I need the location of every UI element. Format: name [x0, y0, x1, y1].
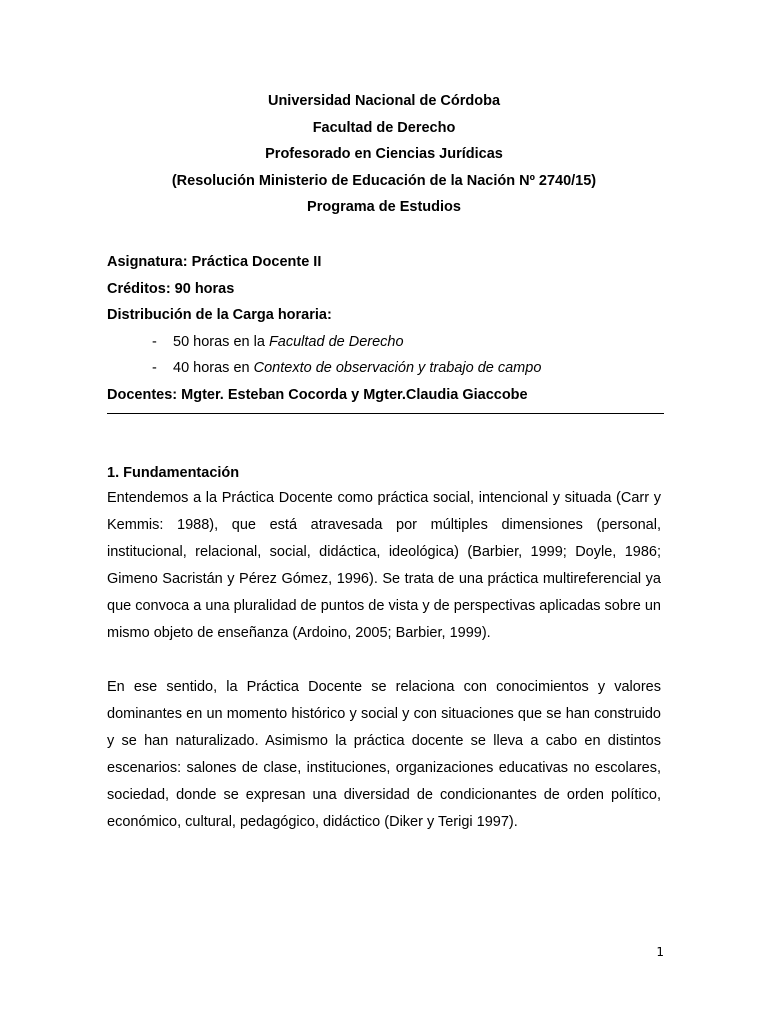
workload-hours: 50 horas en la	[173, 333, 269, 350]
teachers-line: Docentes: Mgter. Esteban Cocorda y Mgter.Claudia Giaccobe	[107, 386, 528, 403]
document-header	[0, 91, 768, 224]
credits-line: Créditos: 90 horas	[107, 280, 235, 297]
workload-item	[107, 358, 667, 385]
resolution-line: (Resolución Ministerio de Educación de la Nación Nº 2740/15)	[171, 172, 597, 189]
body-paragraph: Entendemos a la Práctica Docente como práctica social, intencional y situada (Carr y Kemmis: 1988), que está atravesada por múltiples dimensiones (personal, institucional, relacional, social, didáctica, ideológica) (Barbier, 1999; Doyle, 1986; Gimeno Sacristán y Pérez Gómez, 1996). Se trata de una práctica multireferencial ya que convoca a una pluralidad de puntos de vista y de perspectivas aplicadas sobre un mismo objeto de enseñanza (Ardoino, 2005; Barbier, 1999).	[107, 490, 661, 641]
program-name: Profesorado en Ciencias Jurídicas	[265, 146, 503, 162]
section-title: 1. Fundamentación	[107, 465, 240, 481]
horizontal-divider	[107, 413, 664, 414]
workload-title: Distribución de la Carga horaria:	[107, 307, 332, 323]
workload-place: Facultad de Derecho	[268, 333, 404, 350]
body-paragraph: En ese sentido, la Práctica Docente se relaciona con conocimientos y valores dominantes en un momento histórico y social y con situaciones que se han construido y se han naturalizado. Asimismo la práctica docente se lleva a cabo en distintos escenarios: salones de clase, instituciones, organizaciones educativas no escolares, sociedad, donde se expresan una diversidad de condicionantes de orden político, económico, cultural, pedagógico, didáctico (Diker y Terigi 1997).	[107, 679, 661, 830]
document-title: Programa de Estudios	[307, 199, 461, 215]
workload-place: Contexto de observación y trabajo de campo	[253, 360, 542, 376]
workload-hours: 40 horas en	[173, 360, 254, 376]
list-dash: -	[152, 360, 157, 376]
workload-item	[107, 332, 667, 359]
faculty-name: Facultad de Derecho	[312, 119, 456, 136]
workload-list	[107, 332, 667, 385]
university-name: Universidad Nacional de Córdoba	[267, 93, 501, 109]
list-dash: -	[152, 333, 157, 350]
page-number: 1	[656, 945, 664, 959]
subject-line: Asignatura: Práctica Docente II	[107, 254, 322, 270]
course-metadata	[107, 252, 667, 411]
